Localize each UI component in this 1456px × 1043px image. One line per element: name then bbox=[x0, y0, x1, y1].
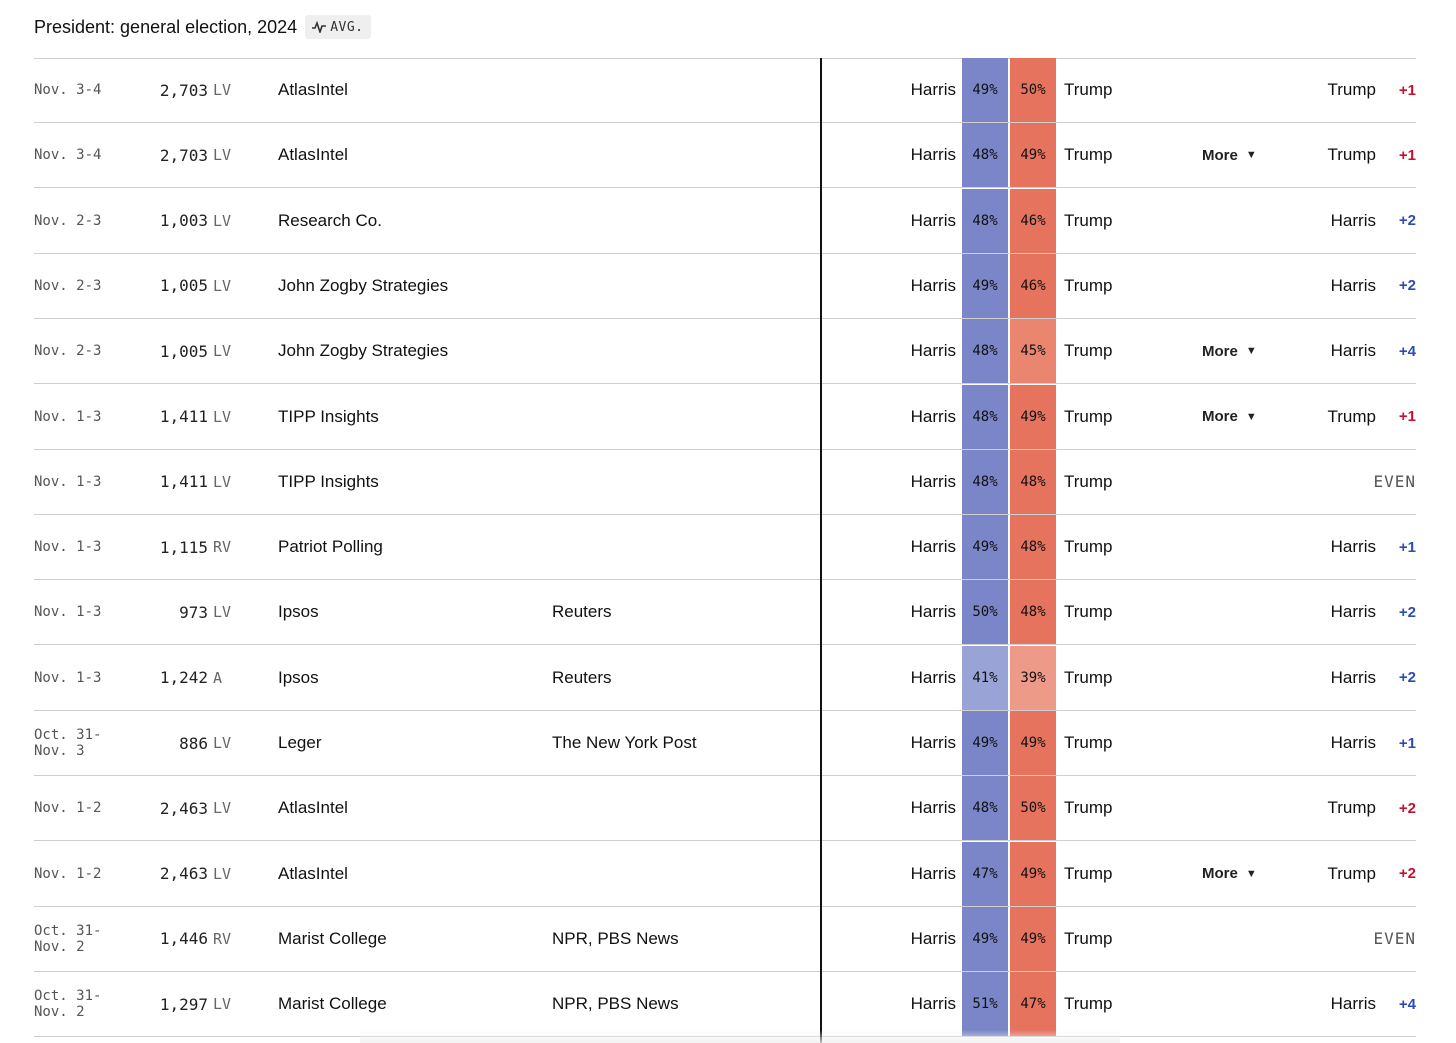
dem-percent: 41% bbox=[962, 646, 1008, 710]
dem-percent: 49% bbox=[962, 58, 1008, 122]
rep-percent: 49% bbox=[1010, 842, 1056, 906]
sample-size: 2,463 bbox=[159, 864, 208, 884]
page-header bbox=[34, 14, 371, 40]
scroll-shade bbox=[360, 1030, 1120, 1043]
sample-size: 1,005 bbox=[159, 341, 208, 361]
rep-candidate: Trump bbox=[1064, 994, 1113, 1014]
poll-row[interactable] bbox=[34, 123, 1416, 188]
pollster-name[interactable]: AtlasIntel bbox=[278, 798, 348, 818]
leader-name: Harris bbox=[1330, 602, 1376, 622]
avg-label: AVG. bbox=[330, 19, 364, 35]
population-type: LV bbox=[213, 472, 232, 491]
rep-percent: 39% bbox=[1010, 646, 1056, 710]
dem-candidate: Harris bbox=[910, 341, 956, 361]
rep-candidate: Trump bbox=[1064, 667, 1113, 687]
sample-size: 1,115 bbox=[159, 537, 208, 557]
pollster-name[interactable]: TIPP Insights bbox=[278, 406, 379, 426]
sponsor-name bbox=[552, 776, 822, 840]
pollster-name[interactable]: Patriot Polling bbox=[278, 537, 383, 557]
rep-percent: 48% bbox=[1010, 450, 1056, 514]
pollster-name[interactable]: John Zogby Strategies bbox=[278, 275, 449, 295]
more-label: More bbox=[1202, 342, 1238, 360]
margin-value: +1 bbox=[1398, 408, 1416, 425]
pollster-name[interactable]: Marist College bbox=[278, 928, 387, 948]
rep-percent: 49% bbox=[1010, 123, 1056, 187]
margin-even: EVEN bbox=[1373, 472, 1416, 492]
pollster-name[interactable]: John Zogby Strategies bbox=[278, 341, 449, 361]
poll-dates: Oct. 31- Nov. 3 bbox=[34, 727, 102, 759]
sponsor-name bbox=[552, 385, 822, 449]
dem-percent: 48% bbox=[962, 189, 1008, 253]
leader-name: Trump bbox=[1327, 406, 1376, 426]
leader-name: Harris bbox=[1330, 210, 1376, 230]
leader-name: Harris bbox=[1330, 341, 1376, 361]
sponsor-name bbox=[552, 123, 822, 187]
more-label: More bbox=[1202, 408, 1238, 425]
sample-size: 973 bbox=[179, 602, 208, 622]
sponsor-name: Reuters bbox=[552, 602, 612, 622]
more-button[interactable] bbox=[1202, 385, 1272, 449]
caret-down-icon: ▼ bbox=[1245, 410, 1257, 423]
page-title: President: general election, 2024 bbox=[34, 16, 298, 37]
rep-candidate: Trump bbox=[1064, 602, 1113, 622]
more-button[interactable] bbox=[1202, 319, 1272, 383]
sponsor-name bbox=[552, 58, 822, 122]
leader-name: Trump bbox=[1327, 80, 1376, 99]
dem-percent: 49% bbox=[962, 515, 1008, 579]
dem-candidate: Harris bbox=[910, 275, 956, 295]
pollster-name[interactable]: AtlasIntel bbox=[278, 80, 348, 99]
rep-candidate: Trump bbox=[1064, 80, 1113, 99]
dem-percent: 51% bbox=[962, 972, 1008, 1036]
margin-value: +4 bbox=[1398, 995, 1416, 1013]
poll-dates: Nov. 3-4 bbox=[34, 147, 102, 164]
poll-row[interactable] bbox=[34, 254, 1416, 319]
population-type: LV bbox=[213, 734, 232, 752]
dem-percent: 49% bbox=[962, 254, 1008, 318]
dem-percent: 50% bbox=[962, 580, 1008, 644]
rep-percent: 50% bbox=[1010, 58, 1056, 122]
dem-percent: 47% bbox=[962, 842, 1008, 906]
sponsor-name: NPR, PBS News bbox=[552, 994, 679, 1014]
poll-dates: Nov. 2-3 bbox=[34, 277, 102, 294]
rep-percent: 48% bbox=[1010, 515, 1056, 579]
pollster-name[interactable]: TIPP Insights bbox=[278, 471, 379, 491]
leader-name: Trump bbox=[1327, 863, 1376, 883]
leader-name: Harris bbox=[1330, 275, 1376, 295]
poll-dates: Oct. 31- Nov. 2 bbox=[34, 988, 102, 1021]
poll-dates: Nov. 1-3 bbox=[34, 539, 102, 556]
poll-row[interactable] bbox=[34, 515, 1416, 580]
rep-candidate: Trump bbox=[1064, 210, 1113, 230]
leader-name: Harris bbox=[1330, 733, 1376, 752]
sample-size: 2,463 bbox=[159, 798, 208, 818]
margin-value: +1 bbox=[1398, 146, 1416, 164]
population-type: RV bbox=[213, 929, 232, 948]
poll-dates: Nov. 2-3 bbox=[34, 343, 102, 360]
poll-dates: Nov. 2-3 bbox=[34, 212, 102, 229]
population-type: LV bbox=[213, 995, 232, 1014]
rep-percent: 48% bbox=[1010, 580, 1056, 644]
pollster-name[interactable]: AtlasIntel bbox=[278, 863, 348, 883]
rep-percent: 49% bbox=[1010, 385, 1056, 449]
sponsor-name: NPR, PBS News bbox=[552, 928, 679, 948]
avg-toggle-button[interactable] bbox=[305, 15, 370, 39]
poll-row[interactable] bbox=[34, 646, 1416, 711]
population-type: LV bbox=[213, 799, 232, 818]
rep-percent: 46% bbox=[1010, 254, 1056, 318]
rep-candidate: Trump bbox=[1064, 863, 1113, 883]
dem-candidate: Harris bbox=[910, 863, 956, 883]
pollster-name[interactable]: Ipsos bbox=[278, 667, 319, 687]
sample-size: 1,297 bbox=[159, 994, 208, 1014]
poll-dates: Nov. 1-3 bbox=[34, 669, 102, 686]
dem-candidate: Harris bbox=[910, 667, 956, 687]
population-type: LV bbox=[213, 81, 232, 99]
sponsor-name bbox=[552, 515, 822, 579]
rep-candidate: Trump bbox=[1064, 471, 1113, 491]
sample-size: 2,703 bbox=[159, 145, 208, 165]
poll-row[interactable] bbox=[34, 842, 1416, 907]
margin-value: +1 bbox=[1398, 81, 1416, 99]
poll-row[interactable] bbox=[34, 58, 1416, 123]
dem-percent: 48% bbox=[962, 450, 1008, 514]
more-label: More bbox=[1202, 146, 1238, 164]
rep-candidate: Trump bbox=[1064, 733, 1113, 752]
margin-value: +2 bbox=[1398, 799, 1416, 817]
sample-size: 1,446 bbox=[159, 929, 208, 949]
sample-size: 886 bbox=[179, 733, 208, 753]
rep-candidate: Trump bbox=[1064, 145, 1113, 165]
leader-name: Harris bbox=[1330, 537, 1376, 557]
margin-value: +2 bbox=[1398, 277, 1416, 295]
rep-candidate: Trump bbox=[1064, 341, 1113, 361]
sponsor-name bbox=[552, 189, 822, 253]
more-button[interactable] bbox=[1202, 842, 1272, 906]
dem-percent: 48% bbox=[962, 385, 1008, 449]
dem-candidate: Harris bbox=[910, 994, 956, 1014]
dem-percent: 48% bbox=[962, 123, 1008, 187]
leader-name: Trump bbox=[1327, 798, 1376, 818]
sponsor-name bbox=[552, 319, 822, 383]
rep-candidate: Trump bbox=[1064, 537, 1113, 557]
dem-percent: 48% bbox=[962, 776, 1008, 840]
dem-percent: 48% bbox=[962, 319, 1008, 383]
sample-size: 1,242 bbox=[159, 668, 208, 688]
rep-percent: 49% bbox=[1010, 907, 1056, 971]
poll-dates: Nov. 1-3 bbox=[34, 604, 102, 621]
dem-candidate: Harris bbox=[910, 406, 956, 426]
rep-percent: 46% bbox=[1010, 189, 1056, 253]
dem-percent: 49% bbox=[962, 907, 1008, 971]
pollster-name[interactable]: Marist College bbox=[278, 994, 387, 1014]
sponsor-name bbox=[552, 450, 822, 514]
caret-down-icon: ▼ bbox=[1245, 867, 1257, 880]
sponsor-name: The New York Post bbox=[552, 733, 697, 752]
sponsor-name bbox=[552, 254, 822, 318]
population-type: RV bbox=[213, 538, 232, 557]
rep-percent: 49% bbox=[1010, 711, 1056, 775]
population-type: LV bbox=[213, 211, 232, 230]
poll-dates: Nov. 1-3 bbox=[34, 408, 102, 425]
caret-down-icon: ▼ bbox=[1245, 149, 1257, 162]
population-type: A bbox=[213, 668, 223, 687]
pollster-name[interactable]: Leger bbox=[278, 733, 322, 752]
population-type: LV bbox=[213, 146, 232, 165]
sample-size: 1,411 bbox=[159, 407, 208, 426]
dem-candidate: Harris bbox=[910, 80, 956, 99]
leader-name: Trump bbox=[1327, 145, 1376, 165]
dem-candidate: Harris bbox=[910, 928, 956, 948]
pulse-icon bbox=[312, 21, 326, 33]
poll-dates: Nov. 3-4 bbox=[34, 82, 102, 98]
dem-percent: 49% bbox=[962, 711, 1008, 775]
dem-candidate: Harris bbox=[910, 537, 956, 557]
pollster-name[interactable]: Ipsos bbox=[278, 602, 319, 622]
poll-row[interactable] bbox=[34, 450, 1416, 515]
sample-size: 1,411 bbox=[159, 472, 208, 492]
population-type: LV bbox=[213, 276, 232, 295]
rep-candidate: Trump bbox=[1064, 928, 1113, 948]
dem-candidate: Harris bbox=[910, 145, 956, 165]
population-type: LV bbox=[213, 342, 232, 361]
margin-value: +2 bbox=[1398, 603, 1416, 621]
population-type: LV bbox=[213, 603, 232, 622]
poll-row[interactable] bbox=[34, 711, 1416, 776]
margin-value: +4 bbox=[1398, 342, 1416, 360]
rep-percent: 47% bbox=[1010, 972, 1056, 1036]
rep-candidate: Trump bbox=[1064, 275, 1113, 295]
sponsor-name bbox=[552, 842, 822, 906]
margin-value: +1 bbox=[1398, 538, 1416, 556]
dem-candidate: Harris bbox=[910, 471, 956, 491]
poll-row[interactable] bbox=[34, 776, 1416, 841]
sample-size: 1,005 bbox=[159, 276, 208, 296]
sample-size: 2,703 bbox=[159, 80, 208, 100]
population-type: LV bbox=[213, 864, 232, 883]
rep-percent: 45% bbox=[1010, 319, 1056, 383]
more-label: More bbox=[1202, 865, 1238, 883]
poll-dates: Nov. 1-3 bbox=[34, 473, 102, 490]
poll-dates: Oct. 31- Nov. 2 bbox=[34, 922, 102, 955]
population-type: LV bbox=[213, 407, 232, 426]
leader-name: Harris bbox=[1330, 994, 1376, 1014]
dem-candidate: Harris bbox=[910, 602, 956, 622]
margin-value: +2 bbox=[1398, 669, 1416, 687]
dem-candidate: Harris bbox=[910, 798, 956, 818]
poll-dates: Nov. 1-2 bbox=[34, 800, 102, 817]
poll-row[interactable] bbox=[34, 319, 1416, 384]
margin-value: +1 bbox=[1398, 734, 1416, 752]
poll-row[interactable] bbox=[34, 580, 1416, 645]
pollster-name[interactable]: Research Co. bbox=[278, 210, 382, 230]
rep-percent: 50% bbox=[1010, 776, 1056, 840]
poll-row[interactable] bbox=[34, 385, 1416, 450]
margin-value: +2 bbox=[1398, 212, 1416, 230]
poll-row[interactable] bbox=[34, 189, 1416, 254]
sample-size: 1,003 bbox=[159, 211, 208, 231]
pollster-name[interactable]: AtlasIntel bbox=[278, 145, 348, 165]
margin-even: EVEN bbox=[1373, 929, 1416, 949]
results-divider bbox=[820, 58, 822, 1043]
margin-value: +2 bbox=[1398, 865, 1416, 883]
dem-candidate: Harris bbox=[910, 210, 956, 230]
rep-candidate: Trump bbox=[1064, 406, 1113, 426]
more-button[interactable] bbox=[1202, 123, 1272, 187]
sponsor-name: Reuters bbox=[552, 667, 612, 687]
caret-down-icon: ▼ bbox=[1245, 345, 1257, 358]
rep-candidate: Trump bbox=[1064, 798, 1113, 818]
poll-dates: Nov. 1-2 bbox=[34, 865, 102, 882]
dem-candidate: Harris bbox=[910, 733, 956, 752]
poll-row[interactable] bbox=[34, 907, 1416, 972]
poll-row[interactable] bbox=[34, 972, 1416, 1037]
leader-name: Harris bbox=[1330, 667, 1376, 687]
